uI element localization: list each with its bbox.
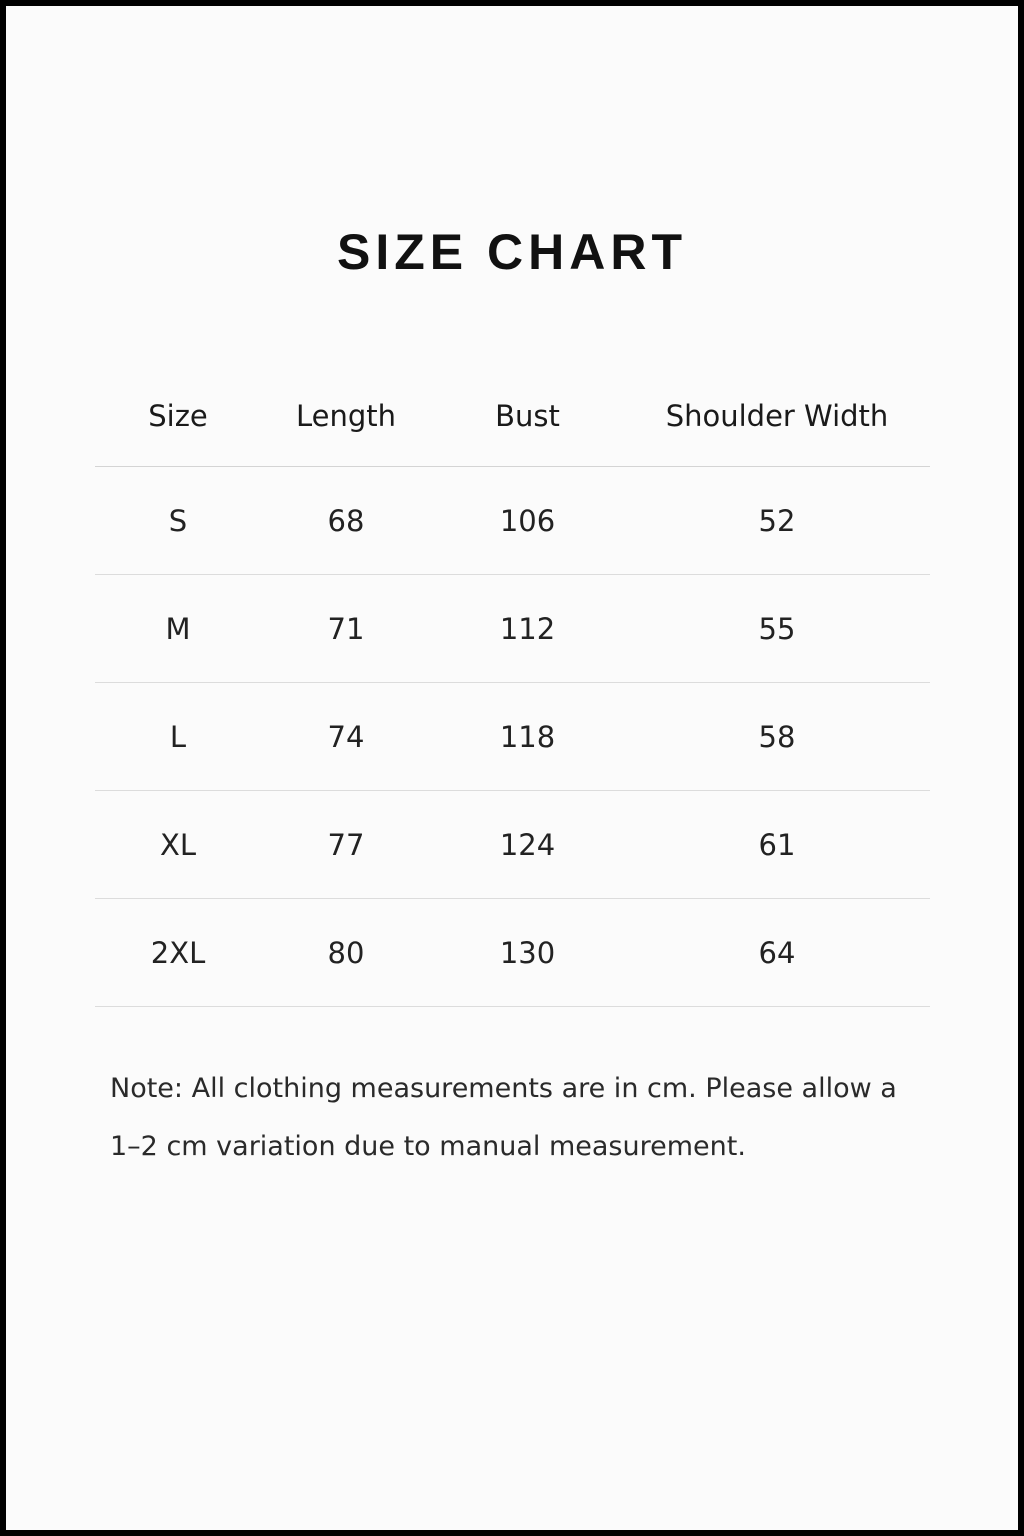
size-cell: M	[165, 611, 191, 646]
table-row	[95, 899, 930, 1007]
bust-cell: 118	[499, 719, 556, 754]
table-header-row	[95, 366, 930, 467]
shoulder-width-cell: 52	[758, 503, 796, 538]
table-row	[95, 467, 930, 575]
length-cell: 74	[327, 719, 365, 754]
size-cell: L	[169, 719, 187, 754]
length-cell: 80	[327, 935, 365, 970]
size-cell: XL	[159, 827, 197, 862]
size-cell: 2XL	[150, 935, 206, 970]
length-cell: 71	[327, 611, 365, 646]
length-cell: 68	[327, 503, 365, 538]
size-chart-page	[6, 6, 1018, 1530]
shoulder-width-cell: 58	[758, 719, 796, 754]
table-row	[95, 575, 930, 683]
table-row	[95, 683, 930, 791]
bust-cell: 124	[499, 827, 556, 862]
page-title: SIZE CHART	[337, 224, 687, 280]
bust-cell: 106	[499, 503, 556, 538]
size-cell: S	[168, 503, 188, 538]
length-cell: 77	[327, 827, 365, 862]
shoulder-width-cell: 61	[758, 827, 796, 862]
shoulder-width-cell: 64	[758, 935, 796, 970]
shoulder-width-cell: 55	[758, 611, 796, 646]
header-size: Size	[148, 399, 208, 433]
bust-cell: 112	[499, 611, 556, 646]
header-length: Length	[295, 399, 397, 433]
bust-cell: 130	[499, 935, 556, 970]
size-table	[95, 366, 930, 1007]
header-bust: Bust	[495, 399, 560, 433]
header-shoulder-width: Shoulder Width	[665, 399, 889, 433]
measurement-note: Note: All clothing measurements are in cm. Please allow a 1–2 cm variation due to manual measurement.	[110, 1073, 897, 1162]
table-row	[95, 791, 930, 899]
